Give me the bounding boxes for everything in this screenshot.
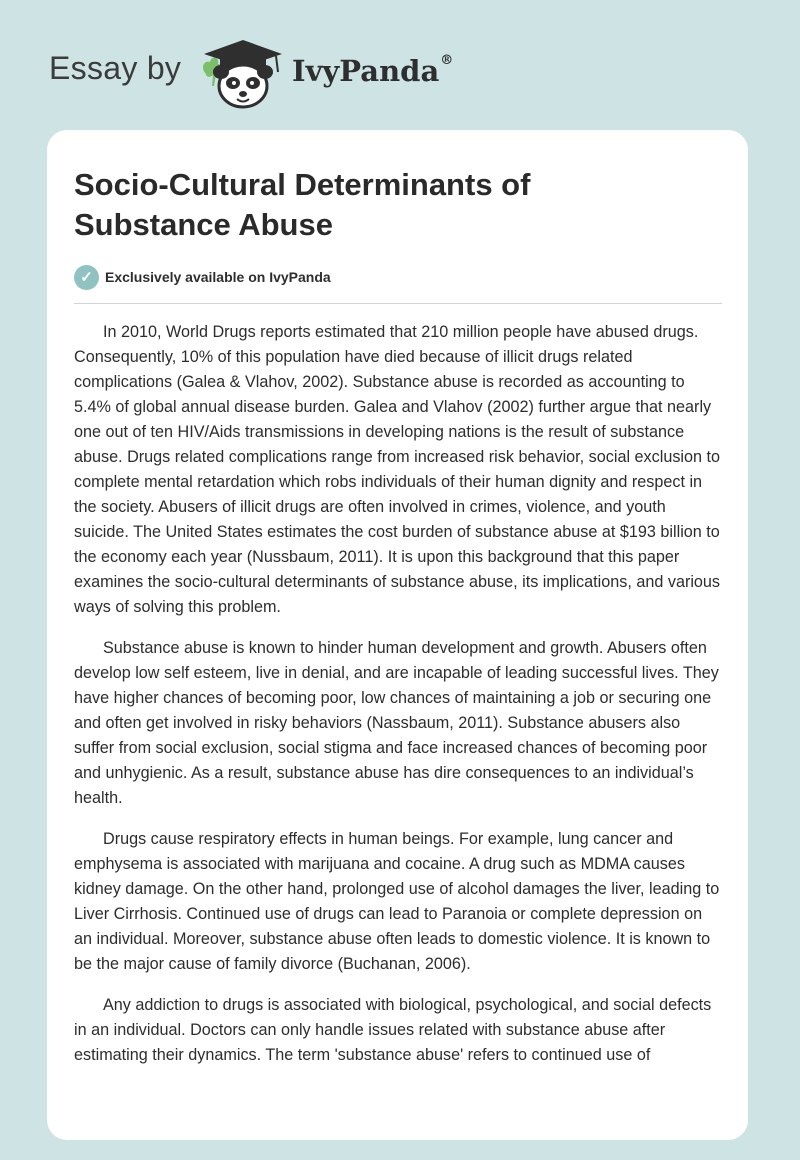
essay-card: [47, 130, 748, 1140]
divider: [74, 303, 722, 304]
exclusive-badge-text: Exclusively available on IvyPanda: [105, 269, 331, 285]
paragraph: Substance abuse is known to hinder human development and growth. Abusers often develop low self esteem, live in denial, and are incapable of leading successful lives. They have higher chances of becoming poor, low chances of maintaining a job or securing one and often get involved in risky behaviors (Nassbaum, 2011). Substance abusers also suffer from social exclusion, social stigma and face increased chances of becoming poor and unhygienic. As a result, substance abuse has dire consequences to an individual’s health.: [74, 639, 719, 807]
page-title: Socio-Cultural Determinants of Substance Abuse: [74, 167, 531, 242]
essay-by-label: Essay by: [49, 50, 182, 86]
paragraph: In 2010, World Drugs reports estimated that 210 million people have abused drugs. Consequently, 10% of this population have died because of illicit drugs related complications (Galea & Vlahov, 2002). Substance abuse is recorded as accounting to 5.4% of global annual disease burden. Galea and Vlahov (2002) further argue that nearly one out of ten HIV/Aids transmissions in developing nations is the result of substance abuse. Drugs related complications range from increased risk behavior, social exclusion to complete mental retardation which robs individuals of their human dignity and respect in the society. Abusers of illicit drugs are often involved in crimes, violence, and youth suicide. The United States estimates the cost burden of substance abuse at $193 billion to the economy each year (Nussbaum, 2011). It is upon this background that this paper examines the socio-cultural determinants of substance abuse, its implications, and various ways of solving this problem.: [74, 323, 721, 616]
panda-graduation-cap-icon[interactable]: [198, 34, 288, 110]
paragraph: Any addiction to drugs is associated with biological, psychological, and social defects in an individual. Doctors can only handle issues related with substance abuse after estimating their dynamics. The term 'substance abuse' refers to continued use of: [74, 996, 712, 1064]
essay-body: [74, 320, 724, 1084]
check-circle-icon: ✓: [74, 265, 99, 290]
exclusive-badge: [74, 264, 331, 290]
trademark-symbol: ®: [440, 53, 454, 69]
site-header: [0, 0, 800, 130]
brand-text: IvyPanda: [292, 54, 440, 88]
paragraph: Drugs cause respiratory effects in human beings. For example, lung cancer and emphysema is associated with marijuana and cocaine. A drug such as MDMA causes kidney damage. On the other hand, prolonged use of alcohol damages the liver, leading to Liver Cirrhosis. Continued use of drugs can lead to Paranoia or complete depression on an individual. Moreover, substance abuse often leads to domestic violence. It is known to be the major cause of family divorce (Buchanan, 2006).: [74, 830, 720, 973]
brand-name[interactable]: [292, 54, 453, 88]
